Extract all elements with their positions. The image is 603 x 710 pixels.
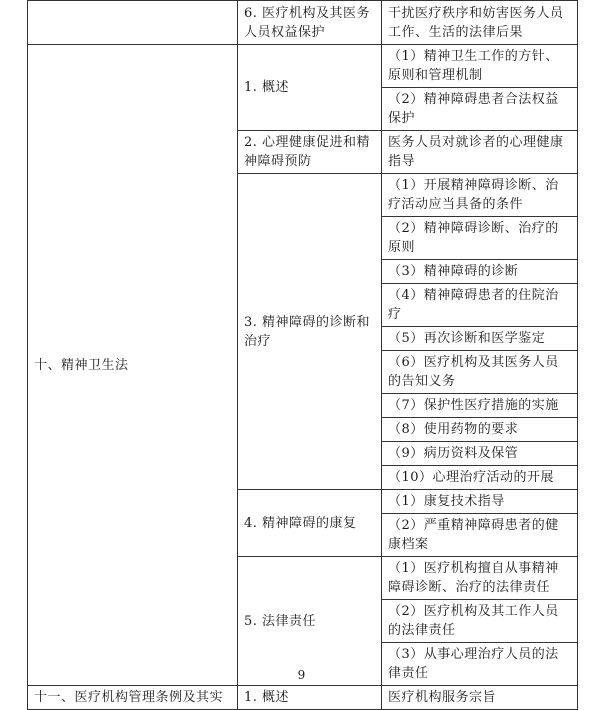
topic-cell: 1. 概述 [238,686,382,710]
topic-cell: 4. 精神障碍的康复 [238,490,382,557]
table-row [28,45,578,88]
point-cell: （3）精神障碍的诊断 [382,260,578,284]
table-row [28,686,578,710]
unit-cell: 十一、医疗机构管理条例及其实 [28,686,238,710]
point-cell: （10）心理治疗活动的开展 [382,466,578,490]
topic-cell: 1. 概述 [238,45,382,131]
point-cell: （9）病历资料及保管 [382,442,578,466]
point-cell: （3）从事心理治疗人员的法律责任 [382,643,578,686]
topic-cell: 2. 心理健康促进和精神障碍预防 [238,131,382,174]
table-row [28,1,578,45]
point-cell: （1）康复技术指导 [382,490,578,514]
topic-cell: 6. 医疗机构及其医务人员权益保护 [238,1,382,45]
point-cell: （2）精神障碍患者合法权益保护 [382,88,578,131]
point-cell: （7）保护性医疗措施的实施 [382,394,578,418]
topic-cell: 5. 法律责任 [238,557,382,686]
point-cell: 医务人员对就诊者的心理健康指导 [382,131,578,174]
point-cell: 干扰医疗秩序和妨害医务人员工作、生活的法律后果 [382,1,578,45]
point-cell: （8）使用药物的要求 [382,418,578,442]
point-cell: （6）医疗机构及其医务人员的告知义务 [382,351,578,394]
syllabus-table [27,0,578,710]
unit-cell: 十、精神卫生法 [28,45,238,686]
point-cell: （4）精神障碍患者的住院治疗 [382,284,578,327]
point-cell: （5）再次诊断和医学鉴定 [382,327,578,351]
point-cell: （2）精神障碍诊断、治疗的原则 [382,217,578,260]
point-cell: （1）开展精神障碍诊断、治疗活动应当具备的条件 [382,174,578,217]
point-cell: （1）医疗机构擅自从事精神障碍诊断、治疗的法律责任 [382,557,578,600]
topic-cell: 3. 精神障碍的诊断和治疗 [238,174,382,490]
point-cell: （2）医疗机构及其工作人员的法律责任 [382,600,578,643]
point-cell: 医疗机构服务宗旨 [382,686,578,710]
unit-cell [28,1,238,45]
page-number: 9 [297,668,306,682]
point-cell: （2）严重精神障碍患者的健康档案 [382,514,578,557]
point-cell: （1）精神卫生工作的方针、原则和管理机制 [382,45,578,88]
